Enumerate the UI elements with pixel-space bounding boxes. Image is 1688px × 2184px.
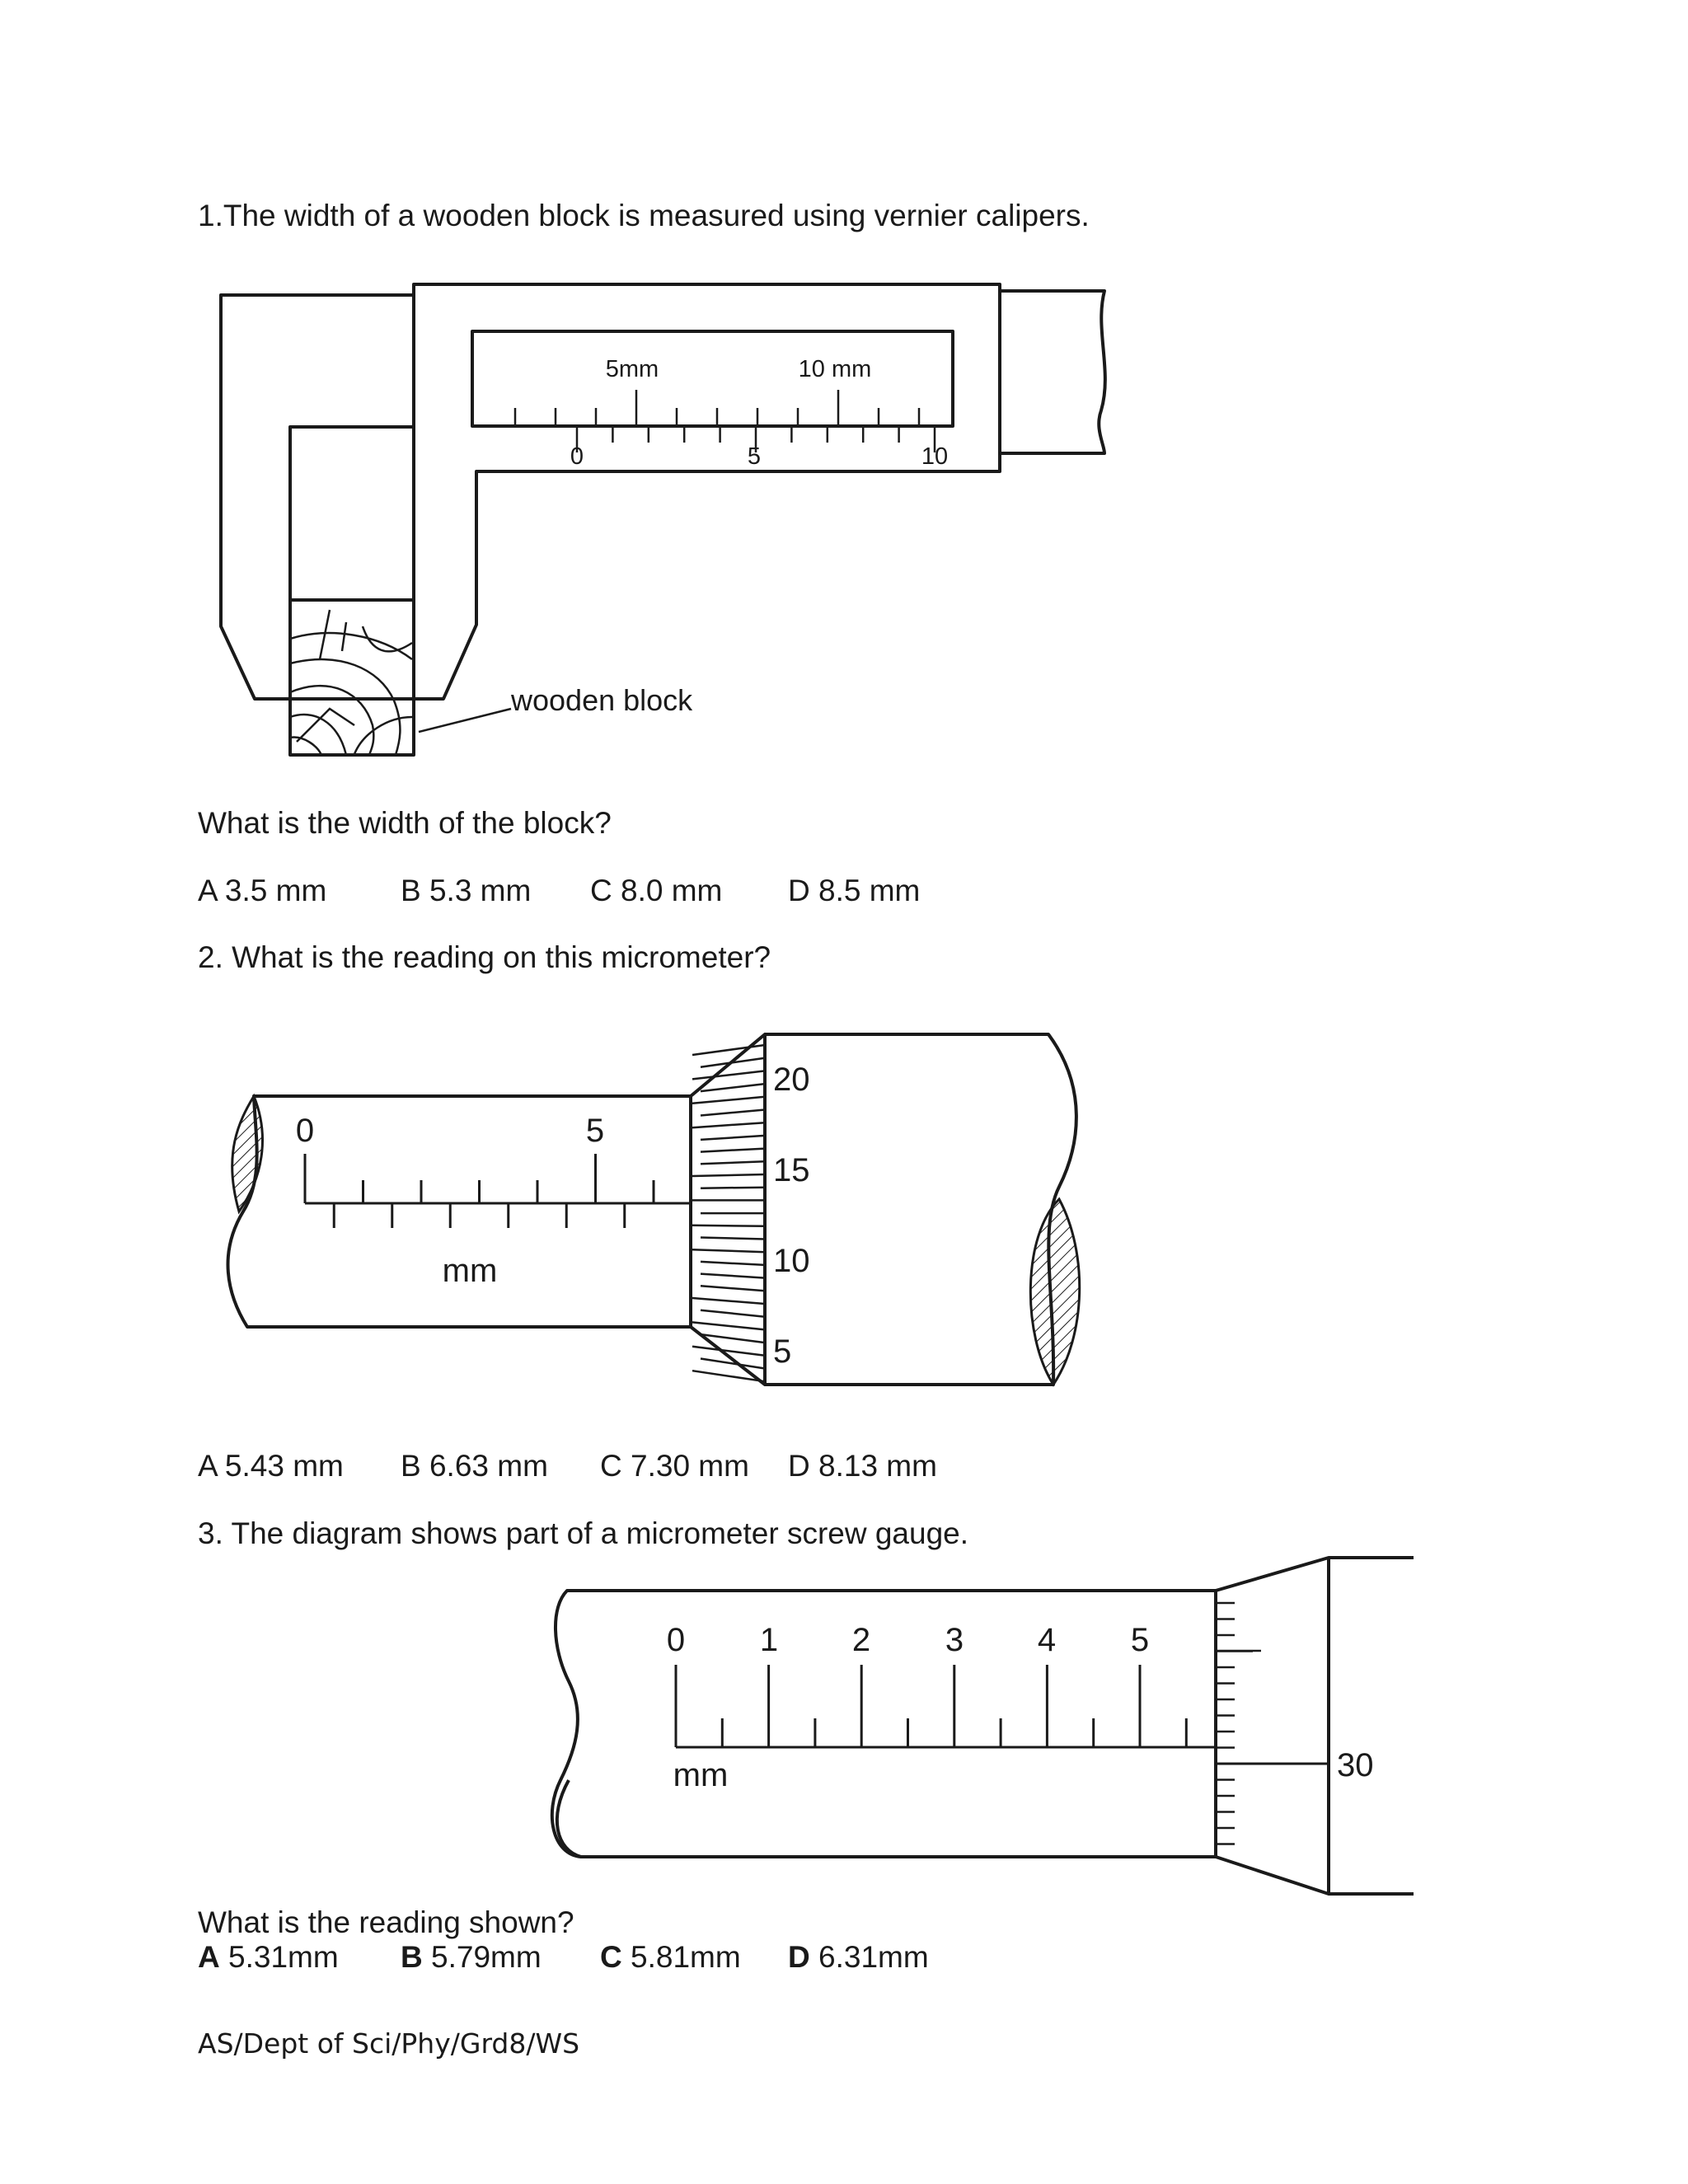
gauge-unit-mm: mm (673, 1757, 729, 1793)
question-3-text: 3. The diagram shows part of a micrometer screw gauge. (198, 1516, 969, 1550)
question-1-prompt: What is the width of the block? (198, 806, 612, 840)
thimble-tick (701, 1084, 765, 1091)
screw-gauge-thimble-ticks (1216, 1603, 1253, 1844)
thimble-tick (692, 1097, 765, 1104)
thimble-tick (701, 1149, 765, 1152)
thimble-label-30: 30 (1337, 1747, 1374, 1783)
sleeve-label-0: 0 (295, 1113, 315, 1149)
q3-option-c[interactable]: C 5.81mm (600, 1940, 741, 1974)
thimble-tick (701, 1110, 765, 1116)
wood-grain (290, 610, 412, 755)
vernier-label-10: 10 (921, 443, 949, 470)
q3-option-d[interactable]: D 6.31mm (788, 1940, 929, 1974)
question-3-prompt: What is the reading shown? (198, 1905, 574, 1939)
hatched-end-left (232, 1096, 263, 1212)
main-scale-window (472, 331, 953, 426)
thimble-label-10: 10 (773, 1243, 810, 1279)
fixed-jaw (221, 295, 414, 699)
thimble-tick (701, 1161, 765, 1164)
thimble-tick (701, 1286, 765, 1291)
vernier-scale-ticks (577, 426, 935, 452)
question-1-text: 1.The width of a wooden block is measured using vernier calipers. (198, 199, 1090, 232)
q1-option-c[interactable]: C 8.0 mm (590, 874, 723, 907)
thimble-tick (692, 1071, 765, 1079)
thimble-tick (701, 1238, 765, 1240)
thimble-tick (701, 1334, 765, 1343)
gauge-number-0: 0 (666, 1622, 686, 1658)
hatched-end-right (1030, 1199, 1079, 1385)
wooden-block-label: wooden block (511, 683, 693, 717)
thimble-tick (701, 1136, 765, 1140)
sleeve-upper-ticks (305, 1154, 654, 1203)
thimble-label-15: 15 (773, 1152, 810, 1188)
main-scale-ticks (515, 390, 919, 426)
micrometer-sleeve (227, 1096, 691, 1327)
gauge-number-3: 3 (945, 1622, 964, 1658)
gauge-number-2: 2 (851, 1622, 871, 1658)
thimble-tick (692, 1122, 765, 1127)
screw-gauge-thimble-cone (1216, 1558, 1329, 1894)
thimble-tick (701, 1058, 765, 1067)
screw-gauge-sleeve (552, 1591, 1216, 1857)
gauge-number-1: 1 (759, 1622, 779, 1658)
vernier-label-5: 5 (747, 443, 762, 470)
beam-extension (1000, 291, 1105, 453)
thimble-scale-ticks (692, 1045, 765, 1381)
q1-option-a[interactable]: A 3.5 mm (198, 874, 327, 907)
gauge-number-4: 4 (1037, 1622, 1057, 1658)
vernier-label-0: 0 (570, 443, 584, 470)
q1-option-d[interactable]: D 8.5 mm (788, 874, 921, 907)
thimble-label-20: 20 (773, 1062, 810, 1098)
screw-gauge-sleeve-ticks (676, 1665, 1186, 1747)
thimble-tick (692, 1249, 765, 1252)
thimble-tick (701, 1274, 765, 1278)
micrometer-thimble (765, 1034, 1076, 1385)
q3-option-a[interactable]: A 5.31mm (198, 1940, 339, 1974)
thimble-tick (692, 1322, 765, 1329)
gauge-number-5: 5 (1130, 1622, 1150, 1658)
footer-reference: AS/Dept of Sci/Phy/Grd8/WS (198, 2027, 580, 2060)
thimble-tick (701, 1310, 765, 1317)
thimble-tick (692, 1347, 765, 1356)
thimble-tick (692, 1174, 765, 1176)
thimble-tick (701, 1359, 765, 1369)
thimble-tick (692, 1045, 765, 1055)
micrometer-thimble-cone (691, 1034, 765, 1385)
q3-option-b[interactable]: B 5.79mm (401, 1940, 542, 1974)
thimble-tick (701, 1262, 765, 1265)
sliding-jaw (414, 284, 1000, 699)
sleeve-lower-ticks (334, 1203, 625, 1228)
thimble-tick (692, 1371, 765, 1381)
q2-option-b[interactable]: B 6.63 mm (401, 1449, 548, 1483)
sleeve-label-5: 5 (585, 1113, 605, 1149)
main-scale-label-5mm: 5mm (605, 356, 659, 382)
wooden-block (290, 600, 414, 755)
q2-option-a[interactable]: A 5.43 mm (198, 1449, 344, 1483)
q2-option-d[interactable]: D 8.13 mm (788, 1449, 937, 1483)
thimble-label-5: 5 (773, 1333, 792, 1370)
sleeve-label-mm: mm (442, 1253, 498, 1289)
q1-option-b[interactable]: B 5.3 mm (401, 874, 532, 907)
thimble-tick (692, 1298, 765, 1304)
main-scale-label-10mm: 10 mm (798, 356, 872, 382)
question-2-text: 2. What is the reading on this micrometer? (198, 940, 771, 974)
q2-option-c[interactable]: C 7.30 mm (600, 1449, 749, 1483)
